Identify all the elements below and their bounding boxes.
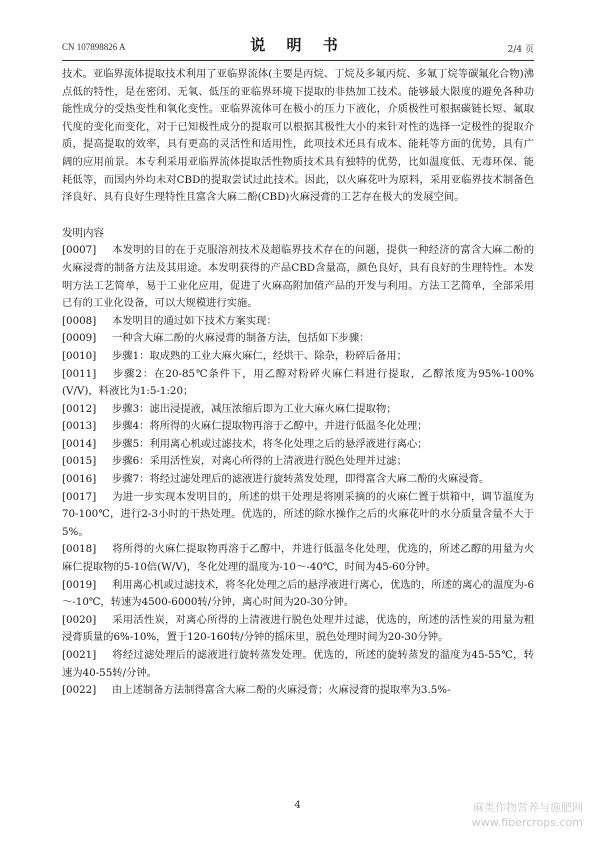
watermark	[472, 800, 583, 830]
watermark-url: www.fibercrops.com	[471, 816, 583, 829]
paragraph-text: 为进一步实现本发明目的，所述的烘干处理是将刚采摘的的火麻仁置于烘箱中，调节温度为70-100℃，进行2-3小时的干热处理。优选的，所述的除水操作之后的火麻花叶的水分质量含量不大于5%。	[62, 490, 534, 538]
paragraph	[62, 682, 534, 700]
paragraph-number: [0018]	[62, 543, 97, 556]
document-body	[62, 66, 534, 700]
paragraph	[62, 418, 534, 436]
paragraph-number: [0011]	[62, 367, 97, 380]
paragraph-text: 步骤6：采用活性炭，对离心所得的上清液进行脱色处理并过滤；	[112, 455, 407, 468]
paragraph-number: [0009]	[62, 332, 97, 345]
paragraph	[62, 541, 534, 576]
paragraph-number: [0022]	[62, 684, 97, 697]
page-number: 4	[294, 800, 301, 811]
paragraph-text: 步骤4：将所得的火麻仁提取物再溶于乙醇中，并进行低温冬化处理；	[112, 420, 428, 433]
paragraph-text: 步骤3：滤出浸提液，减压浓缩后即为工业大麻火麻仁提取物；	[112, 402, 397, 415]
paragraph-number: [0008]	[62, 314, 97, 327]
paragraph-text: 采用活性炭，对离心所得的上清液进行脱色处理并过滤，优选的，所述的活性炭的用量为粗浸膏质量的6%-10%，置于120-160转/分钟的摇床里，脱色处理时间为20-30分钟。	[62, 613, 534, 644]
header-divider	[62, 60, 534, 61]
paragraph	[62, 348, 534, 366]
paragraph-text: 步骤7：将经过滤处理后的滤液进行旋转蒸发处理，即得富含大麻二酚的火麻浸膏。	[112, 473, 490, 486]
paragraph-number: [0007]	[62, 244, 97, 257]
document-title: 说 明 书	[250, 36, 346, 54]
paragraph	[62, 401, 534, 419]
paragraph-number: [0015]	[62, 455, 97, 468]
paragraph-text: 步骤1：取成熟的工业大麻火麻仁，经烘干、除杂，粉碎后备用；	[112, 349, 407, 362]
paragraph-text: 利用离心机或过滤技术，将冬化处理之后的悬浮液进行离心，优选的，所述的离心的温度为-6～-10℃，转速为4500-6000转/分钟，离心时间为20-30分钟。	[62, 578, 534, 609]
paragraph-number: [0012]	[62, 402, 97, 415]
paragraph	[62, 453, 534, 471]
paragraph	[62, 471, 534, 489]
paragraph-text: 本发明的目的在于克服溶剂技术及超临界技术存在的问题，提供一种经济的富含大麻二酚的火麻浸膏的制备方法及其用途。本发明获得的产品CBD含量高，颜色良好，具有良好的生理特性。本发明方法工艺简单，易于工业化应用，促进了火麻高附加值产品的开发与利用。方法工艺简单，全部采用已有的工业化设备，可以大规模进行实施。	[62, 244, 534, 310]
paragraph	[62, 489, 534, 542]
paragraph-number: [0017]	[62, 490, 97, 503]
watermark-site-name: 麻类作物营养与施肥网	[473, 801, 583, 814]
publication-number: CN 107898826 A	[62, 42, 126, 52]
paragraph	[62, 242, 534, 312]
paragraph	[62, 436, 534, 454]
section-title: 发明内容	[62, 226, 104, 239]
paragraph	[62, 330, 534, 348]
paragraph	[62, 647, 534, 682]
paragraph	[62, 313, 534, 331]
paragraph-text: 步骤2：在20-85℃条件下，用乙醇对粉碎火麻仁料进行提取，乙醇浓度为95%-100%(V/V)，料液比为1:5-1:20；	[62, 367, 534, 398]
paragraph-text: 由上述制备方法制得富含大麻二酚的火麻浸膏；火麻浸膏的提取率为3.5%-	[112, 684, 451, 697]
document-header	[62, 34, 534, 58]
paragraph-text: 步骤5：利用离心机或过滤技术，将冬化处理之后的悬浮液进行离心；	[112, 437, 428, 450]
paragraph-number: [0021]	[62, 649, 97, 661]
page-indicator: 2/4 页	[507, 45, 534, 55]
paragraph-text: 将所得的火麻仁提取物再溶于乙醇中，并进行低温冬化处理，优选的，所述乙醇的用量为火麻仁提取物的5-10倍(W/V)，冬化处理的温度为-10～-40℃，时间为45-60分钟。	[62, 543, 534, 574]
paragraph	[62, 612, 534, 647]
paragraph-number: [0014]	[62, 437, 97, 450]
intro-paragraph: 技术。亚临界流体提取技术利用了亚临界流体(主要是丙烷、丁烷及多氟丙烷、多氟丁烷等碳氟化合物)沸点低的特性，是在密闭、无氧、低压的亚临界环境下提取的非热加工技术。能够最大限度的避免各种功能性成分的受热变性和氧化变性。亚临界流体可在极小的压力下液化，介质极性可根据碳链长短、氟取代度的变化而变化，对于已知极性成分的提取可以根据其极性大小的来针对性的选择一定极性的提取介质，提高提取的效率，具有更高的灵活性和适用性，此项技术还具有成本、能耗等方面的优势，具有广阔的应用前景。本专利采用亚临界流体提取活性物质技术具有独特的优势，比如温度低、无毒环保、能耗低等，而国内外均未对CBD的提取尝试过此技术。因此，以火麻花叶为原料，采用亚临界技术制备色泽良好、具有良好生理特性且富含大麻二酚(CBD)火麻浸膏的工艺存在极大的发展空间。	[62, 68, 534, 204]
paragraph-text: 本发明目的通过如下技术方案实现：	[112, 314, 277, 327]
paragraph-number: [0020]	[62, 613, 97, 626]
paragraph	[62, 366, 534, 401]
paragraph-number: [0013]	[62, 420, 97, 433]
paragraph-number: [0019]	[62, 578, 97, 591]
paragraph-text: 一种含大麻二酚的火麻浸膏的制备方法，包括如下步骤：	[112, 332, 370, 345]
paragraph	[62, 577, 534, 612]
paragraph-number: [0010]	[62, 349, 97, 362]
paragraph-number: [0016]	[62, 473, 97, 486]
paragraph-text: 将经过滤处理后的滤液进行旋转蒸发处理。优选的，所述的旋转蒸发的温度为45-55℃，转速为40-55转/分钟。	[62, 649, 534, 679]
